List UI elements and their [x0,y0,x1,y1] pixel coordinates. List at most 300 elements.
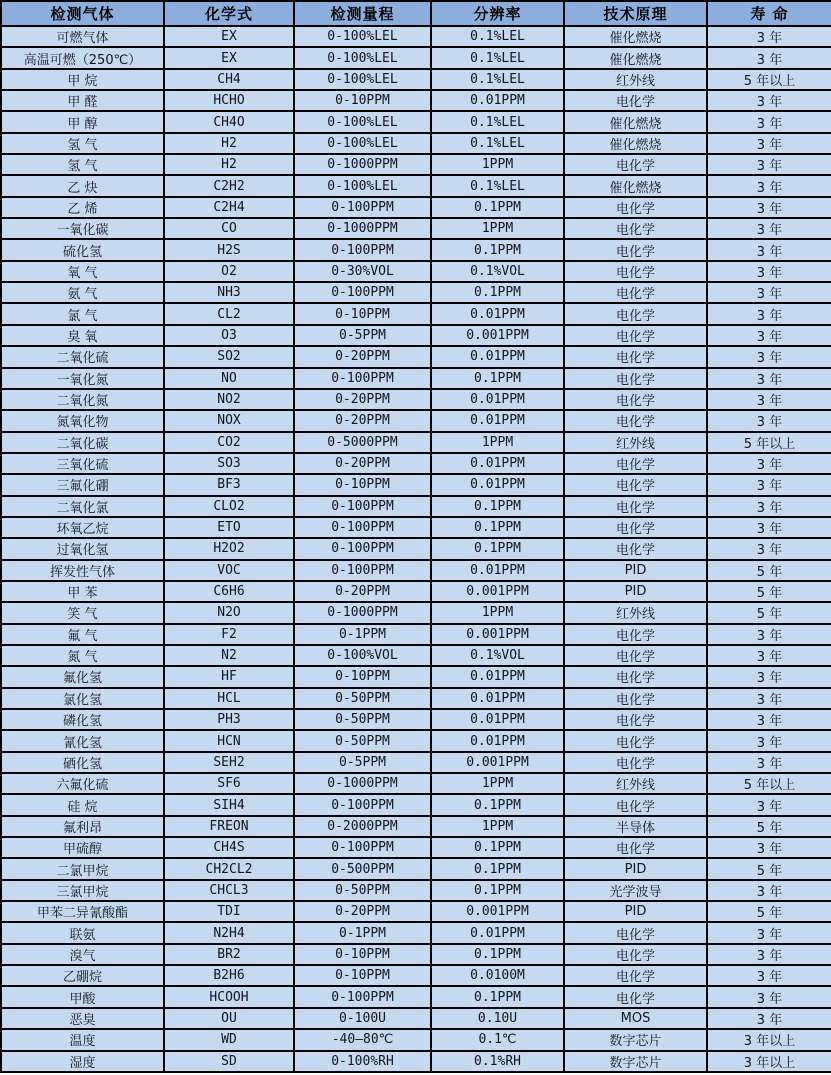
cell-principle: 电化学 [564,944,707,965]
cell-lifespan: 3 年 [707,688,831,709]
table-row [1,901,831,922]
cell-formula: NO2 [164,389,294,410]
cell-range: 0-100%LEL [294,133,431,154]
table-row [1,752,831,773]
cell-formula: CH4S [164,837,294,858]
cell-range: 0-100%LEL [294,26,431,47]
table-body [1,26,831,1072]
table-row [1,239,831,260]
cell-resolution: 0.1PPM [431,517,564,538]
cell-gas-name: 硅 烷 [1,794,164,815]
cell-principle: 电化学 [564,389,707,410]
cell-principle: 电化学 [564,837,707,858]
cell-gas-name: 二氯甲烷 [1,858,164,879]
cell-range: 0-50PPM [294,709,431,730]
table-row [1,218,831,239]
cell-range: 0-20PPM [294,581,431,602]
cell-gas-name: 一氧化氮 [1,368,164,389]
cell-formula: O3 [164,325,294,346]
cell-range: 0-20PPM [294,901,431,922]
cell-principle: 电化学 [564,986,707,1007]
table-row [1,410,831,431]
cell-formula: CH4 [164,69,294,90]
cell-resolution: 0.01PPM [431,688,564,709]
table-row [1,47,831,68]
table-row [1,922,831,943]
table-row [1,645,831,666]
cell-range: 0-10PPM [294,944,431,965]
table-row [1,1029,831,1050]
cell-lifespan: 3 年 [707,325,831,346]
cell-lifespan: 5 年以上 [707,69,831,90]
cell-range: 0-100PPM [294,560,431,581]
cell-principle: PID [564,560,707,581]
cell-gas-name: 氯化氢 [1,688,164,709]
cell-formula: BF3 [164,474,294,495]
cell-gas-name: 氢 气 [1,133,164,154]
cell-formula: BR2 [164,944,294,965]
cell-principle: 半导体 [564,816,707,837]
cell-range: 0-1000PPM [294,154,431,175]
cell-lifespan: 3 年 [707,880,831,901]
cell-principle: PID [564,581,707,602]
cell-lifespan: 3 年 [707,730,831,751]
cell-range: 0-100%RH [294,1051,431,1073]
cell-formula: TDI [164,901,294,922]
table-row [1,325,831,346]
table-row [1,581,831,602]
cell-principle: 电化学 [564,303,707,324]
table-row [1,111,831,132]
cell-resolution: 0.001PPM [431,325,564,346]
cell-formula: SO3 [164,453,294,474]
cell-formula: FREON [164,816,294,837]
cell-lifespan: 3 年 [707,175,831,196]
cell-gas-name: 乙硼烷 [1,965,164,986]
cell-principle: 电化学 [564,752,707,773]
cell-principle: 电化学 [564,688,707,709]
cell-principle: 电化学 [564,730,707,751]
table-row [1,944,831,965]
table-row [1,1051,831,1073]
cell-formula: SF6 [164,773,294,794]
cell-formula: C6H6 [164,581,294,602]
cell-principle: MOS [564,1008,707,1029]
cell-resolution: 1PPM [431,602,564,623]
cell-formula: C2H2 [164,175,294,196]
cell-gas-name: 氢 气 [1,154,164,175]
cell-gas-name: 三氯甲烷 [1,880,164,901]
cell-resolution: 0.01PPM [431,453,564,474]
cell-formula: N2H4 [164,922,294,943]
cell-range: 0-100%VOL [294,645,431,666]
cell-lifespan: 5 年 [707,858,831,879]
cell-formula: SIH4 [164,794,294,815]
cell-lifespan: 3 年 [707,645,831,666]
cell-resolution: 0.1PPM [431,496,564,517]
cell-principle: 电化学 [564,965,707,986]
cell-lifespan: 5 年 [707,602,831,623]
cell-lifespan: 5 年 [707,816,831,837]
table-row [1,453,831,474]
cell-gas-name: 湿度 [1,1051,164,1073]
cell-principle: 电化学 [564,282,707,303]
table-row [1,773,831,794]
cell-lifespan: 3 年以上 [707,1051,831,1073]
cell-principle: 催化燃烧 [564,175,707,196]
cell-lifespan: 3 年 [707,47,831,68]
table-row [1,688,831,709]
cell-range: 0-1000PPM [294,602,431,623]
cell-formula: ETO [164,517,294,538]
cell-range: 0-10PPM [294,965,431,986]
column-header: 寿 命 [707,1,831,26]
cell-principle: 电化学 [564,453,707,474]
cell-gas-name: 过氧化氢 [1,538,164,559]
cell-principle: 电化学 [564,517,707,538]
cell-principle: 红外线 [564,69,707,90]
cell-formula: N2 [164,645,294,666]
cell-principle: 数字芯片 [564,1029,707,1050]
cell-principle: 数字芯片 [564,1051,707,1073]
cell-gas-name: 甲 醇 [1,111,164,132]
cell-gas-name: 环氧乙烷 [1,517,164,538]
table-row [1,538,831,559]
table-row [1,175,831,196]
cell-resolution: 0.1PPM [431,239,564,260]
cell-lifespan: 5 年以上 [707,773,831,794]
cell-gas-name: 甲硫醇 [1,837,164,858]
cell-lifespan: 3 年 [707,410,831,431]
cell-range: 0-20PPM [294,346,431,367]
cell-lifespan: 3 年以上 [707,1029,831,1050]
cell-range: 0-20PPM [294,389,431,410]
cell-formula: WD [164,1029,294,1050]
cell-lifespan: 3 年 [707,218,831,239]
cell-principle: 电化学 [564,325,707,346]
cell-lifespan: 3 年 [707,752,831,773]
table-row [1,26,831,47]
cell-gas-name: 甲 苯 [1,581,164,602]
cell-principle: 红外线 [564,773,707,794]
cell-formula: C2H4 [164,197,294,218]
cell-lifespan: 3 年 [707,517,831,538]
cell-principle: 电化学 [564,922,707,943]
cell-formula: H2O2 [164,538,294,559]
cell-range: 0-100PPM [294,986,431,1007]
cell-formula: HCOOH [164,986,294,1007]
cell-formula: HCL [164,688,294,709]
cell-principle: 电化学 [564,218,707,239]
cell-formula: SD [164,1051,294,1073]
cell-formula: H2S [164,239,294,260]
cell-formula: CH2CL2 [164,858,294,879]
table-row [1,133,831,154]
cell-range: 0-100%LEL [294,69,431,90]
cell-principle: 电化学 [564,474,707,495]
cell-gas-name: 臭 氧 [1,325,164,346]
cell-principle: 电化学 [564,496,707,517]
cell-principle: 电化学 [564,90,707,111]
cell-principle: 红外线 [564,602,707,623]
cell-formula: CHCL3 [164,880,294,901]
cell-resolution: 0.1PPM [431,538,564,559]
cell-resolution: 0.1℃ [431,1029,564,1050]
cell-gas-name: 氰化氢 [1,730,164,751]
cell-principle: 电化学 [564,624,707,645]
cell-gas-name: 氮 气 [1,645,164,666]
cell-lifespan: 3 年 [707,346,831,367]
cell-formula: CH4O [164,111,294,132]
cell-resolution: 0.001PPM [431,752,564,773]
cell-principle: 电化学 [564,709,707,730]
cell-resolution: 0.0100M [431,965,564,986]
cell-gas-name: 联氨 [1,922,164,943]
cell-formula: CO [164,218,294,239]
cell-range: 0-10PPM [294,474,431,495]
cell-resolution: 0.1PPM [431,197,564,218]
cell-gas-name: 氯 气 [1,303,164,324]
cell-principle: 电化学 [564,239,707,260]
column-header: 检测量程 [294,1,431,26]
cell-resolution: 0.01PPM [431,666,564,687]
cell-lifespan: 3 年 [707,389,831,410]
column-header: 分辨率 [431,1,564,26]
cell-lifespan: 5 年以上 [707,432,831,453]
cell-resolution: 1PPM [431,218,564,239]
table-row [1,303,831,324]
cell-range: 0-10PPM [294,90,431,111]
cell-resolution: 0.1%VOL [431,261,564,282]
cell-resolution: 0.1PPM [431,282,564,303]
cell-formula: PH3 [164,709,294,730]
table-row [1,986,831,1007]
cell-range: 0-1PPM [294,624,431,645]
cell-gas-name: 乙 炔 [1,175,164,196]
cell-gas-name: 甲酸 [1,986,164,1007]
cell-formula: HCHO [164,90,294,111]
table-row [1,560,831,581]
cell-formula: NH3 [164,282,294,303]
table-row [1,90,831,111]
cell-lifespan: 3 年 [707,709,831,730]
cell-range: 0-100PPM [294,239,431,260]
cell-gas-name: 一氧化碳 [1,218,164,239]
cell-resolution: 0.1PPM [431,837,564,858]
cell-gas-name: 甲 烷 [1,69,164,90]
cell-formula: CO2 [164,432,294,453]
table-row [1,709,831,730]
cell-range: 0-20PPM [294,410,431,431]
cell-lifespan: 3 年 [707,111,831,132]
cell-range: 0-100PPM [294,282,431,303]
cell-principle: 催化燃烧 [564,26,707,47]
cell-principle: 催化燃烧 [564,47,707,68]
cell-range: 0-1000PPM [294,218,431,239]
cell-range: 0-500PPM [294,858,431,879]
cell-formula: NO [164,368,294,389]
cell-lifespan: 3 年 [707,26,831,47]
cell-lifespan: 3 年 [707,282,831,303]
cell-principle: 电化学 [564,197,707,218]
table-row [1,1008,831,1029]
cell-principle: 红外线 [564,432,707,453]
cell-principle: 电化学 [564,346,707,367]
cell-lifespan: 5 年 [707,581,831,602]
cell-resolution: 0.1PPM [431,880,564,901]
cell-lifespan: 5 年 [707,901,831,922]
cell-resolution: 0.01PPM [431,303,564,324]
cell-formula: H2 [164,154,294,175]
table-row [1,965,831,986]
cell-resolution: 0.01PPM [431,410,564,431]
cell-principle: 催化燃烧 [564,133,707,154]
cell-lifespan: 3 年 [707,666,831,687]
cell-resolution: 0.01PPM [431,346,564,367]
cell-range: 0-50PPM [294,688,431,709]
table-row [1,368,831,389]
cell-lifespan: 5 年 [707,560,831,581]
cell-resolution: 0.01PPM [431,730,564,751]
cell-resolution: 0.001PPM [431,581,564,602]
cell-resolution: 0.1%LEL [431,26,564,47]
cell-gas-name: 甲苯二异氰酸酯 [1,901,164,922]
cell-principle: 光学波导 [564,880,707,901]
cell-resolution: 0.1PPM [431,986,564,1007]
table-row [1,837,831,858]
table-row [1,496,831,517]
cell-range: 0-100PPM [294,538,431,559]
cell-range: 0-100PPM [294,517,431,538]
cell-gas-name: 二氧化硫 [1,346,164,367]
cell-resolution: 0.01PPM [431,560,564,581]
cell-resolution: 0.01PPM [431,90,564,111]
cell-range: 0-5PPM [294,752,431,773]
column-header: 技术原理 [564,1,707,26]
cell-range: 0-100PPM [294,837,431,858]
cell-gas-name: 笑 气 [1,602,164,623]
cell-resolution: 0.01PPM [431,709,564,730]
cell-formula: EX [164,47,294,68]
cell-formula: EX [164,26,294,47]
cell-principle: 电化学 [564,261,707,282]
cell-range: 0-1PPM [294,922,431,943]
cell-range: 0-20PPM [294,453,431,474]
table-row [1,282,831,303]
cell-gas-name: 氨 气 [1,282,164,303]
cell-principle: 电化学 [564,538,707,559]
cell-principle: 电化学 [564,154,707,175]
cell-range: 0-5PPM [294,325,431,346]
cell-principle: 电化学 [564,410,707,431]
cell-principle: 电化学 [564,368,707,389]
cell-resolution: 0.001PPM [431,624,564,645]
cell-range: 0-100%LEL [294,175,431,196]
cell-formula: SO2 [164,346,294,367]
cell-lifespan: 3 年 [707,197,831,218]
cell-lifespan: 3 年 [707,965,831,986]
cell-lifespan: 3 年 [707,474,831,495]
cell-gas-name: 磷化氢 [1,709,164,730]
cell-formula: H2 [164,133,294,154]
table-row [1,730,831,751]
table-row [1,666,831,687]
cell-resolution: 0.01PPM [431,389,564,410]
cell-range: 0-30%VOL [294,261,431,282]
cell-formula: CL2 [164,303,294,324]
cell-principle: PID [564,901,707,922]
cell-range: 0-100PPM [294,368,431,389]
cell-gas-name: 硒化氢 [1,752,164,773]
cell-resolution: 0.001PPM [431,901,564,922]
cell-gas-name: 可燃气体 [1,26,164,47]
cell-range: 0-50PPM [294,880,431,901]
cell-resolution: 1PPM [431,816,564,837]
cell-lifespan: 3 年 [707,922,831,943]
cell-range: 0-10PPM [294,666,431,687]
cell-gas-name: 二氧化碳 [1,432,164,453]
table-row [1,261,831,282]
cell-range: 0-100PPM [294,794,431,815]
cell-resolution: 0.1%VOL [431,645,564,666]
cell-lifespan: 3 年 [707,303,831,324]
cell-resolution: 0.1%RH [431,1051,564,1073]
table-row [1,474,831,495]
cell-resolution: 0.10U [431,1008,564,1029]
cell-formula: O2 [164,261,294,282]
cell-formula: OU [164,1008,294,1029]
cell-gas-name: 甲 醛 [1,90,164,111]
cell-gas-name: 六氟化硫 [1,773,164,794]
cell-range: 0-100U [294,1008,431,1029]
cell-lifespan: 3 年 [707,453,831,474]
cell-resolution: 0.01PPM [431,922,564,943]
cell-principle: 电化学 [564,666,707,687]
cell-formula: SEH2 [164,752,294,773]
header-row [1,1,831,26]
cell-principle: PID [564,858,707,879]
cell-lifespan: 3 年 [707,794,831,815]
cell-range: 0-100%LEL [294,47,431,68]
cell-resolution: 0.1PPM [431,858,564,879]
cell-range: 0-2000PPM [294,816,431,837]
cell-range: 0-100%LEL [294,111,431,132]
column-header: 化学式 [164,1,294,26]
cell-range: 0-100PPM [294,496,431,517]
cell-formula: CLO2 [164,496,294,517]
column-header: 检测气体 [1,1,164,26]
cell-formula: N2O [164,602,294,623]
cell-gas-name: 氧 气 [1,261,164,282]
cell-gas-name: 二氧化氮 [1,389,164,410]
cell-lifespan: 3 年 [707,90,831,111]
cell-lifespan: 3 年 [707,837,831,858]
table-row [1,389,831,410]
cell-resolution: 1PPM [431,773,564,794]
cell-formula: B2H6 [164,965,294,986]
cell-gas-name: 二氧化氯 [1,496,164,517]
cell-principle: 电化学 [564,794,707,815]
cell-principle: 电化学 [564,645,707,666]
cell-range: 0-10PPM [294,303,431,324]
cell-lifespan: 3 年 [707,1008,831,1029]
table-row [1,154,831,175]
cell-gas-name: 恶臭 [1,1008,164,1029]
cell-lifespan: 3 年 [707,261,831,282]
cell-gas-name: 高温可燃（250℃） [1,47,164,68]
cell-lifespan: 3 年 [707,239,831,260]
cell-resolution: 0.1%LEL [431,133,564,154]
